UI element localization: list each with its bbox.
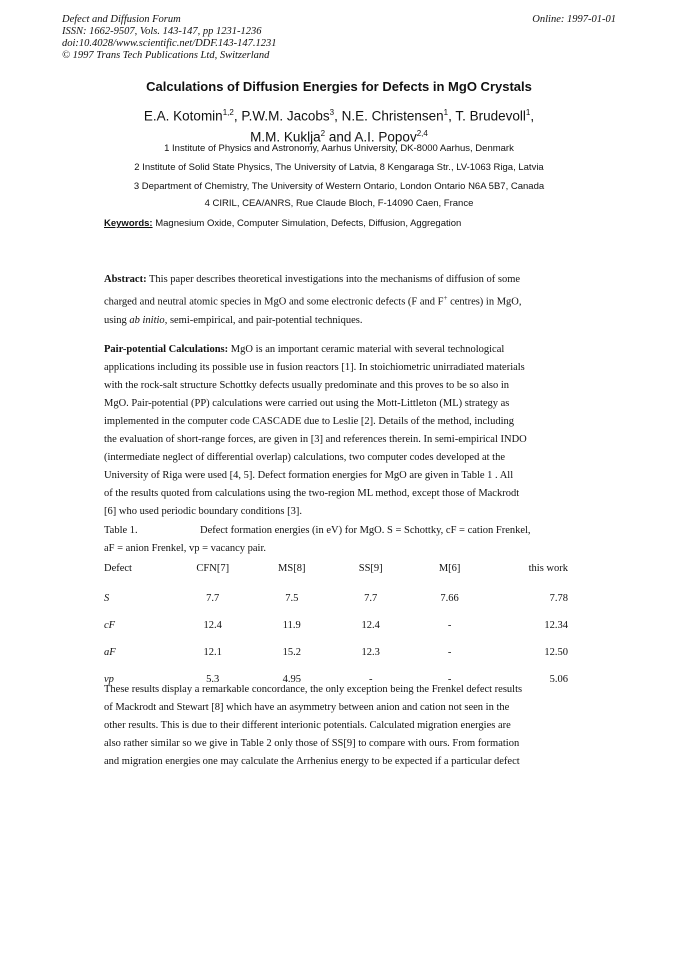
doi-line: doi:10.4028/www.scientific.net/DDF.143-147.1231 — [62, 38, 277, 49]
results-paragraph — [104, 681, 574, 771]
table-cell: 11.9 — [282, 620, 301, 631]
table-cell: 7.66 — [440, 593, 459, 604]
results-line-2: of Mackrodt and Stewart [8] which have an asymmetry between anion and cation not seen in the — [104, 702, 510, 713]
table-cell: 7.5 — [285, 593, 299, 604]
copyright-line: © 1997 Trans Tech Publications Ltd, Switzerland — [62, 50, 270, 61]
pair-potential-label: Pair-potential Calculations: — [104, 344, 229, 355]
table-cell: 5.06 — [549, 674, 568, 685]
keywords-label: Keywords: — [104, 218, 153, 229]
pp-line-8: University of Riga were used [4, 5]. Defect formation energies for MgO are given in Table 1 . All — [104, 470, 514, 481]
issn-line: ISSN: 1662-9507, Vols. 143-147, pp 1231-1236 — [62, 26, 262, 37]
results-line-1: These results display a remarkable concordance, the only exception being the Frenkel defect results — [104, 684, 523, 695]
table1-header-row — [104, 563, 574, 585]
abstract-paragraph — [104, 271, 574, 330]
table-cell: - — [447, 620, 452, 631]
journal-name: Defect and Diffusion Forum — [62, 14, 181, 25]
table-cell: S — [104, 593, 110, 604]
pair-potential-paragraph — [104, 341, 574, 521]
journal-header — [62, 14, 616, 62]
affiliation-3: 3 Department of Chemistry, The University of Western Ontario, London Ontario N6A 5B7, Canada — [133, 181, 545, 192]
table-header-cell: SS[9] — [358, 563, 383, 574]
table-row — [104, 585, 574, 612]
table-cell: vp — [104, 674, 114, 685]
table-header-cell: MS[8] — [278, 563, 306, 574]
table-cell: 7.7 — [206, 593, 220, 604]
keywords-line — [104, 218, 461, 229]
author-list — [0, 104, 678, 145]
keywords-text: Magnesium Oxide, Computer Simulation, Defects, Diffusion, Aggregation — [155, 218, 462, 229]
table-header-cell: CFN[7] — [196, 563, 230, 574]
pp-line-9: of the results quoted from calculations using the two-region ML method, except those of Mackrodt — [104, 488, 520, 499]
table1-caption — [104, 522, 574, 558]
abstract-label: Abstract: — [104, 274, 147, 285]
table-header-cell: M[6] — [438, 563, 461, 574]
author-line-2: M.M. Kuklja$^2$ and A.I. Popov$^{2,4}$ — [250, 128, 428, 144]
table1-number: Table 1. — [104, 525, 138, 536]
author-line-1: E.A. Kotomin$^{1,2}$, P.W.M. Jacobs$^3$, N.E. Christensen$^1$, T. Brudevoll$^1$, — [143, 108, 535, 124]
results-line-5: and migration energies one may calculate the Arrhenius energy to be expected if a particular defect — [104, 756, 520, 767]
table1-caption-line-2: aF = anion Frenkel, vp = vacancy pair. — [104, 543, 267, 554]
pp-line-6: the evaluation of short-range forces, are given in [3] and references therein. In semi-empirical INDO — [104, 434, 527, 445]
table-cell: 12.3 — [361, 647, 380, 658]
table-header-cell: this work — [528, 563, 568, 574]
table-cell: 4.95 — [282, 674, 301, 685]
table-cell: 12.34 — [544, 620, 568, 631]
abstract-line-3: using ab initio, semi-empirical, and pair-potential techniques. — [104, 314, 363, 326]
table-cell: 7.78 — [549, 593, 568, 604]
table-cell: cF — [104, 620, 116, 631]
table-cell: 12.1 — [203, 647, 222, 658]
table-cell: 7.7 — [364, 593, 378, 604]
table-cell: - — [447, 674, 452, 685]
table-cell: 12.4 — [203, 620, 222, 631]
table-row — [104, 612, 574, 639]
online-date: Online: 1997-01-01 — [532, 14, 616, 25]
results-line-4: also rather similar so we give in Table 2 only those of SS[9] to compare with ours. From formation — [104, 738, 520, 749]
pp-line-5: implemented in the computer code CASCADE due to Leslie [2]. Details of the method, including — [104, 416, 514, 427]
table-row — [104, 639, 574, 666]
table-cell: 15.2 — [282, 647, 301, 658]
pp-line-10: [6] who used periodic boundary conditions [3]. — [104, 506, 302, 517]
table-cell: aF — [104, 647, 116, 658]
table-cell: 5.3 — [206, 674, 220, 685]
pp-line-1: MgO is an important ceramic material with several technological — [230, 344, 505, 355]
results-line-3: other results. This is due to their different interionic potentials. Calculated migration energies are — [104, 720, 511, 731]
table-cell: 12.4 — [361, 620, 380, 631]
table-cell: 12.50 — [544, 647, 568, 658]
abstract-line-1: This paper describes theoretical investigations into the mechanisms of diffusion of some — [149, 274, 521, 285]
affiliation-1: 1 Institute of Physics and Astronomy, Aarhus University, DK-8000 Aarhus, Denmark — [164, 143, 514, 154]
table1 — [104, 563, 574, 693]
table-cell: - — [368, 674, 373, 685]
pp-line-2: applications including its possible use in fusion reactors [1]. In stoichiometric unirradiated materials — [104, 362, 525, 373]
pp-line-3: with the rock-salt structure Schottky defects usually predominate and this proves to be so also in — [104, 380, 510, 391]
affiliation-2: 2 Institute of Solid State Physics, The University of Latvia, 8 Kengaraga Str., LV-1063 Riga, Latvia — [134, 162, 544, 173]
paper-title: Calculations of Diffusion Energies for Defects in MgO Crystals — [146, 79, 532, 94]
pp-line-7: (intermediate neglect of differential overlap) calculations, two computer codes developed at the — [104, 452, 505, 463]
table1-caption-line-1: Defect formation energies (in eV) for MgO. S = Schottky, cF = cation Frenkel, — [200, 525, 531, 536]
abstract-line-2: charged and neutral atomic species in MgO and some electronic defects (F and F+ centres) in MgO, — [104, 294, 522, 308]
table-header-cell: Defect — [104, 563, 132, 574]
affiliation-4: 4 CIRIL, CEA/ANRS, Rue Claude Bloch, F-14090 Caen, France — [204, 198, 474, 209]
pp-line-4: MgO. Pair-potential (PP) calculations were carried out using the Mott-Littleton (ML) strategy as — [104, 398, 510, 409]
table-cell: - — [447, 647, 452, 658]
